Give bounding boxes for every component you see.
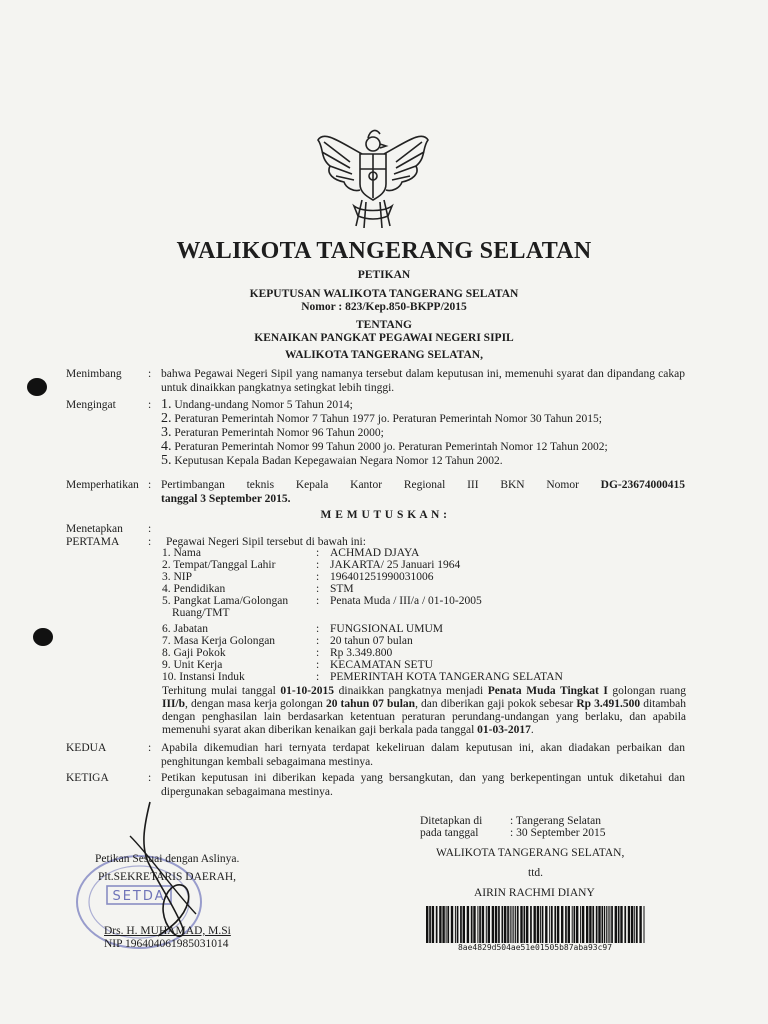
- barcode-bar: [482, 906, 484, 944]
- mengingat-colon: :: [148, 399, 152, 411]
- barcode-code: 8ae4829d504ae51e01505b87aba93c97: [424, 943, 646, 952]
- barcode-bar: [442, 906, 444, 944]
- punch-hole-bottom: [33, 628, 53, 646]
- barcode-bar: [620, 906, 622, 944]
- list-item: 5. Keputusan Kepala Badan Kepegawaian Negara Nomor 12 Tahun 2002.: [161, 453, 503, 468]
- menimbang-label: Menimbang: [66, 368, 122, 380]
- barcode-bar: [446, 906, 447, 944]
- field-row: 2. Tempat/Tanggal Lahir : JAKARTA/ 25 Januari 1964: [162, 559, 461, 571]
- barcode-bar: [631, 906, 633, 944]
- barcode-bar: [515, 906, 516, 944]
- barcode-bar: [572, 906, 573, 944]
- handwritten-signature: [110, 796, 220, 946]
- barcode-bar: [586, 906, 588, 944]
- decision-number: Nomor : 823/Kep.850-BKPP/2015: [301, 301, 467, 313]
- barcode-bar: [520, 906, 522, 944]
- mayor-title: WALIKOTA TANGERANG SELATAN,: [436, 847, 625, 859]
- barcode-bar: [592, 906, 594, 944]
- barcode-bar: [492, 906, 494, 944]
- barcode-bar: [540, 906, 541, 944]
- memperhatikan-line: Pertimbangan teknis Kepala Kantor Regional III BKN Nomor DG-23674000415: [161, 479, 685, 491]
- field-row: 3. NIP : 196401251990031006: [162, 571, 434, 583]
- barcode-bar: [477, 906, 478, 944]
- barcode-bar: [611, 906, 613, 944]
- memperhatikan-date: tanggal 3 September 2015.: [161, 493, 291, 505]
- list-item: 1. Undang-undang Nomor 5 Tahun 2014;: [161, 397, 353, 412]
- employee-fields: [162, 546, 662, 682]
- pertama-colon: :: [148, 536, 152, 548]
- date-label: pada tanggal: [420, 827, 479, 839]
- decision-title: KEPUTUSAN WALIKOTA TANGERANG SELATAN: [249, 288, 519, 300]
- barcode-bar: [639, 906, 641, 944]
- field-row: Ruang/TMT: [172, 607, 230, 619]
- memperhatikan-number: DG-23674000415: [600, 479, 685, 491]
- barcode-bar: [526, 906, 528, 944]
- secretary-nip: NIP 196404061985031014: [104, 938, 229, 950]
- barcode-bar: [608, 906, 609, 944]
- barcode-bar: [551, 906, 553, 944]
- barcode-bar: [486, 906, 487, 944]
- barcode-bar: [624, 906, 626, 944]
- secretary-title: Plt.SEKRETARIS DAERAH,: [98, 871, 237, 883]
- barcode-bar: [460, 906, 462, 944]
- memutuskan-heading: M E M U T U S K A N :: [320, 509, 448, 521]
- barcode-bar: [498, 906, 500, 944]
- field-row: 7. Masa Kerja Golongan : 20 tahun 07 bulan: [162, 635, 413, 647]
- barcode-bar: [467, 906, 469, 944]
- barcode-bar: [582, 906, 584, 944]
- tentang-heading: TENTANG: [355, 319, 413, 331]
- ttd-mark: ttd.: [528, 867, 544, 879]
- secretary-name: Drs. H. MUHAMAD, M.Si: [104, 925, 231, 937]
- authority-heading: WALIKOTA TANGERANG SELATAN,: [285, 349, 483, 361]
- kedua-text: Apabila dikemudian hari ternyata terdapat kekeliruan dalam keputusan ini, akan diadakan perbaikan dan penghitungan kembali sebagaimana mestinya.: [161, 742, 685, 768]
- barcode-bar: [636, 906, 638, 944]
- barcode-bar: [609, 906, 610, 944]
- barcode-bar: [561, 906, 563, 944]
- petikan-heading: PETIKAN: [357, 269, 411, 281]
- list-item: 3. Peraturan Pemerintah Nomor 96 Tahun 2000;: [161, 425, 384, 440]
- barcode-bar: [512, 906, 513, 944]
- barcode-bar: [634, 906, 635, 944]
- barcode-bar: [530, 906, 532, 944]
- field-row: 6. Jabatan : FUNGSIONAL UMUM: [162, 623, 443, 635]
- barcode-bar: [615, 906, 617, 944]
- field-row: 4. Pendidikan : STM: [162, 583, 354, 595]
- menetapkan-colon: :: [148, 523, 152, 535]
- pertama-label: PERTAMA: [66, 536, 120, 548]
- barcode-bar: [524, 906, 526, 944]
- barcode-bar: [554, 906, 556, 944]
- menimbang-text: bahwa Pegawai Negeri Sipil yang namanya tersebut dalam keputusan ini, memenuhi syarat dan dipandang cakap untuk dinaikkan pangkatnya setingkat lebih tinggi.: [161, 368, 685, 394]
- field-row: 9. Unit Kerja : KECAMATAN SETU: [162, 659, 433, 671]
- ketiga-colon: :: [148, 772, 152, 784]
- barcode-bar: [457, 906, 459, 944]
- field-row: 10. Instansi Induk : PEMERINTAH KOTA TANGERANG SELATAN: [162, 671, 563, 683]
- barcode-bar: [502, 906, 504, 944]
- field-row: 5. Pangkat Lama/Golongan : Penata Muda / III/a / 01-10-2005: [162, 595, 482, 607]
- kedua-colon: :: [148, 742, 152, 754]
- barcode-bar: [596, 906, 598, 944]
- memperhatikan-label: Memperhatikan: [66, 479, 139, 491]
- barcode-bar: [504, 906, 506, 944]
- field-row: 8. Gaji Pokok : Rp 3.349.800: [162, 647, 393, 659]
- barcode-bar: [513, 906, 514, 944]
- stamp-text: SETDA: [112, 889, 166, 904]
- barcode-bar: [542, 906, 544, 944]
- barcode-bar: [580, 906, 581, 944]
- barcode-bar: [602, 906, 604, 944]
- barcode-bar: [479, 906, 481, 944]
- copy-certified: Petikan Sesuai dengan Aslinya.: [95, 853, 240, 865]
- barcode-bar: [517, 906, 519, 944]
- barcode-bar: [463, 906, 465, 944]
- barcode-bar: [644, 906, 645, 944]
- barcode-bar: [507, 906, 509, 944]
- pertama-paragraph: Terhitung mulai tanggal 01-10-2015 dinaikkan pangkatnya menjadi Penata Muda Tingkat I golongan ruang III/b, dengan masa kerja golongan 20 tahun 07 bulan, dan diberikan gaji pokok sebesar Rp 3.491.500 ditambah dengan penghasilan lain berdasarkan ketentuan peraturan perundang-undangan yang berlaku, dan apabila memenuhi syarat akan diberikan kenaikan gaji berkala pada tanggal 01-03-2017.: [162, 685, 687, 736]
- document-barcode: [424, 906, 646, 966]
- barcode-bar: [604, 906, 605, 944]
- barcode-bar: [618, 906, 620, 944]
- barcode-bar: [432, 906, 434, 944]
- field-row: 1. Nama : ACHMAD DJAYA: [162, 547, 420, 559]
- barcode-bar: [447, 906, 449, 944]
- barcode-bar: [576, 906, 578, 944]
- barcode-bar: [589, 906, 591, 944]
- mengingat-list: [161, 398, 701, 468]
- barcode-bar: [436, 906, 438, 944]
- subject-heading: KENAIKAN PANGKAT PEGAWAI NEGERI SIPIL: [254, 332, 514, 344]
- memperhatikan-colon: :: [148, 479, 152, 491]
- barcode-bar: [439, 906, 441, 944]
- barcode-bar: [426, 906, 428, 944]
- barcode-bar: [565, 906, 567, 944]
- barcode-bar: [549, 906, 550, 944]
- ketiga-text: Petikan keputusan ini diberikan kepada yang bersangkutan, dan yang berkepentingan untuk diketahui dan dipergunakan sebagaimana mestinya.: [161, 772, 685, 798]
- barcode-bar: [473, 906, 475, 944]
- place-value: : Tangerang Selatan: [510, 815, 601, 827]
- barcode-bar: [488, 906, 490, 944]
- barcode-bar: [598, 906, 600, 944]
- place-label: Ditetapkan di: [420, 815, 483, 827]
- menetapkan-label: Menetapkan: [66, 523, 123, 535]
- barcode-bar: [495, 906, 497, 944]
- barcode-bar: [534, 906, 536, 944]
- barcode-bar: [451, 906, 453, 944]
- barcode-bar: [537, 906, 539, 944]
- barcode-bar: [510, 906, 511, 944]
- pertama-intro: Pegawai Negeri Sipil tersebut di bawah ini:: [166, 536, 366, 548]
- barcode-bar: [606, 906, 607, 944]
- barcode-bar: [628, 906, 630, 944]
- barcode-bar: [557, 906, 559, 944]
- garuda-emblem: [310, 122, 436, 234]
- kedua-label: KEDUA: [66, 742, 107, 754]
- barcode-bar: [574, 906, 576, 944]
- barcode-bar: [471, 906, 473, 944]
- city-title: WALIKOTA TANGERANG SELATAN: [176, 238, 592, 264]
- mengingat-label: Mengingat: [66, 399, 116, 411]
- list-item: 4. Peraturan Pemerintah Nomor 99 Tahun 2000 jo. Peraturan Pemerintah Nomor 12 Tahun 2002;: [161, 439, 608, 454]
- punch-hole-top: [27, 378, 47, 396]
- barcode-bar: [455, 906, 456, 944]
- barcode-bar: [545, 906, 547, 944]
- list-item: 2. Peraturan Pemerintah Nomor 7 Tahun 1977 jo. Peraturan Pemerintah Nomor 30 Tahun 2015;: [161, 411, 602, 426]
- date-value: : 30 September 2015: [510, 827, 606, 839]
- barcode-bar: [568, 906, 570, 944]
- barcode-bar: [429, 906, 431, 944]
- menimbang-colon: :: [148, 368, 152, 380]
- ketiga-label: KETIGA: [66, 772, 109, 784]
- mayor-name: AIRIN RACHMI DIANY: [474, 887, 595, 899]
